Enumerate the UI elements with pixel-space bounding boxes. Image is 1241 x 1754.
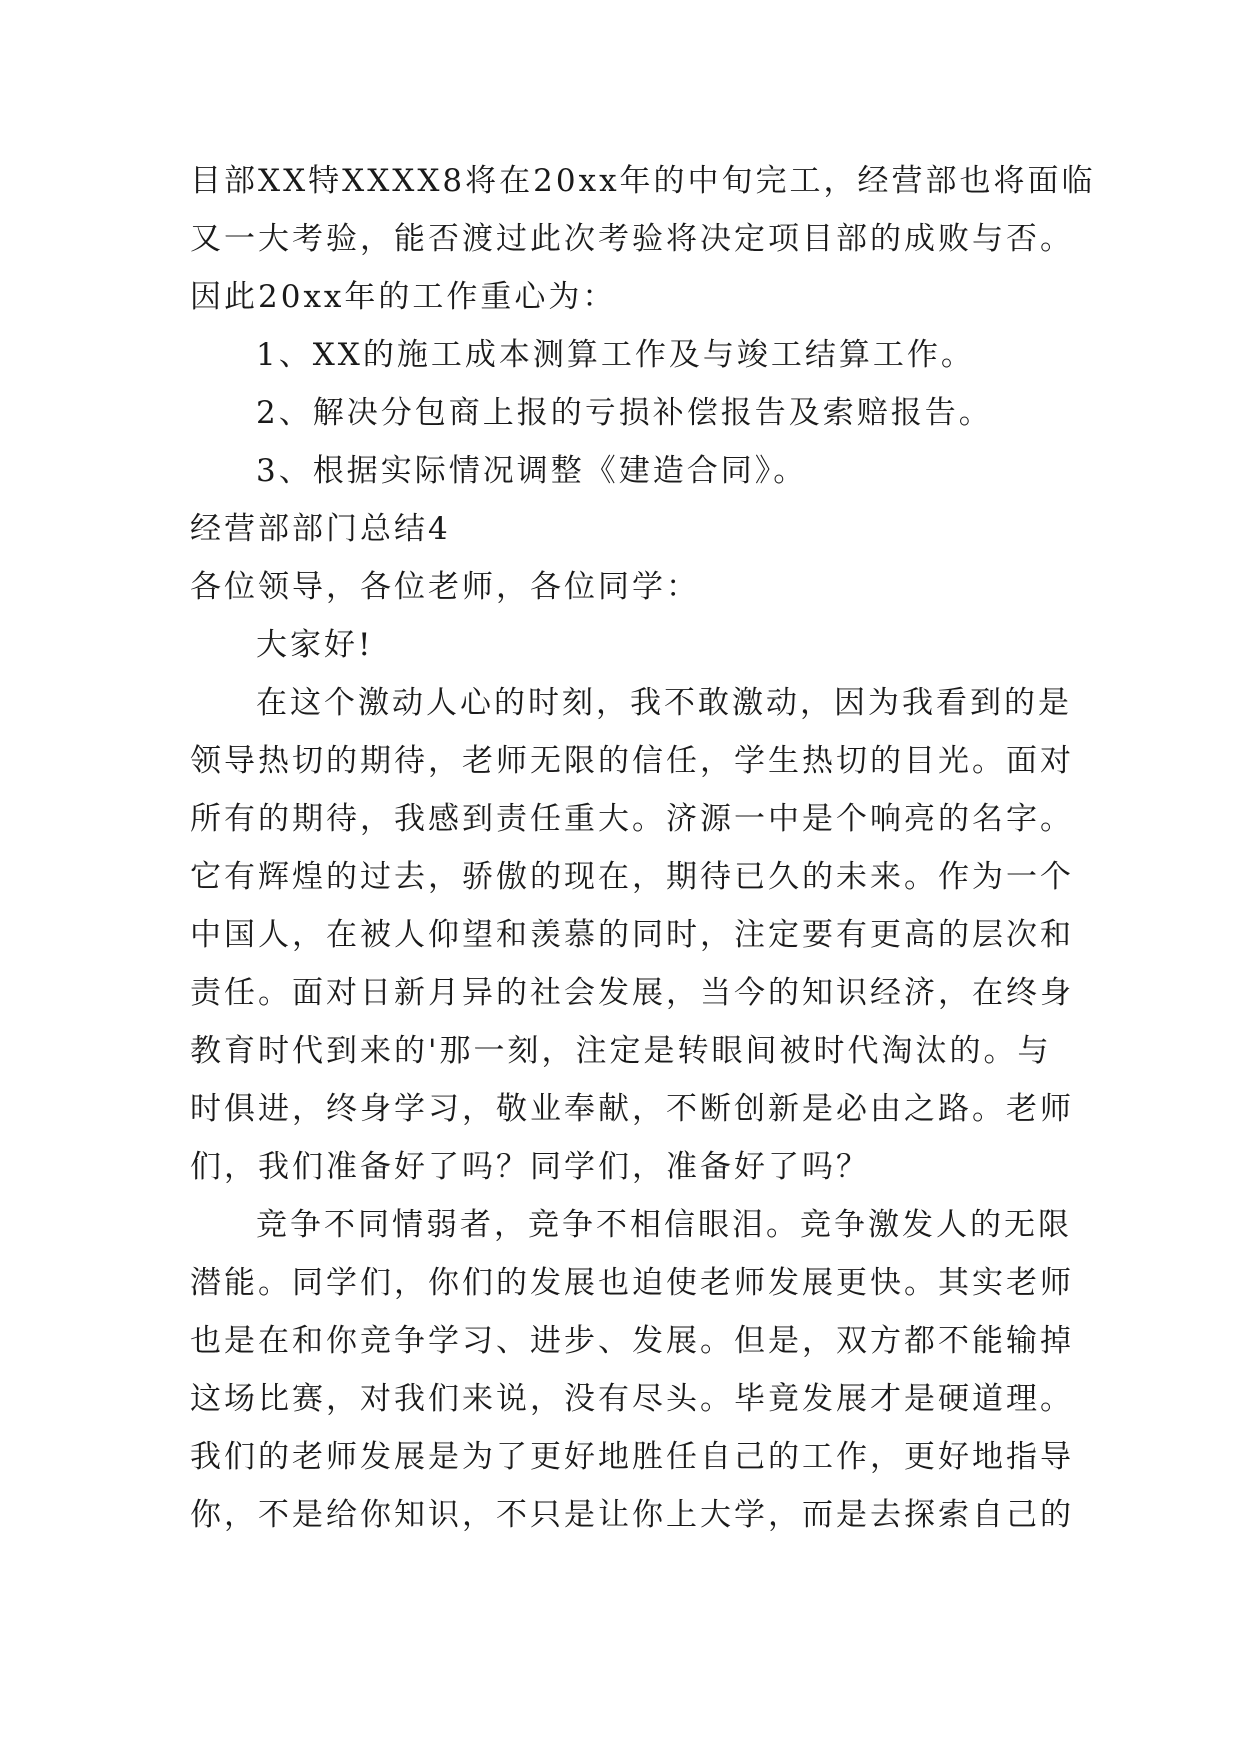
text-line: 时俱进，终身学习，敬业奉献，不断创新是必由之路。老师 (190, 1091, 1074, 1127)
list-item: 1、XX的施工成本测算工作及与竣工结算工作。 (256, 337, 975, 373)
greeting: 大家好! (256, 627, 374, 663)
document-body (190, 152, 1096, 1544)
text-line: 们，我们准备好了吗？同学们，准备好了吗？ (190, 1149, 870, 1185)
text-line: 责任。面对日新月异的社会发展，当今的知识经济，在终身 (190, 975, 1074, 1011)
text-line: 中国人，在被人仰望和羡慕的同时，注定要有更高的层次和 (190, 917, 1074, 953)
text-line: 潜能。同学们，你们的发展也迫使老师发展更快。其实老师 (190, 1265, 1074, 1301)
text-line: 它有辉煌的过去，骄傲的现在，期待已久的未来。作为一个 (190, 859, 1074, 895)
text-line: 也是在和你竞争学习、进步、发展。但是，双方都不能输掉 (190, 1323, 1074, 1359)
text-line: 这场比赛，对我们来说，没有尽头。毕竟发展才是硬道理。 (190, 1381, 1074, 1417)
section-heading: 经营部部门总结4 (190, 511, 451, 547)
text-line: 所有的期待，我感到责任重大。济源一中是个响亮的名字。 (190, 801, 1074, 837)
list-item: 2、解决分包商上报的亏损补偿报告及索赔报告。 (256, 395, 993, 431)
text-line: 竞争不同情弱者，竞争不相信眼泪。竞争激发人的无限 (256, 1207, 1072, 1243)
text-line: 又一大考验，能否渡过此次考验将决定项目部的成败与否。 (190, 221, 1074, 257)
text-line: 你，不是给你知识，不只是让你上大学，而是去探索自己的 (190, 1497, 1074, 1533)
text-line: 我们的老师发展是为了更好地胜任自己的工作，更好地指导 (190, 1439, 1074, 1475)
text-line: 因此20xx年的工作重心为： (190, 279, 617, 315)
text-line: 在这个激动人心的时刻，我不敢激动，因为我看到的是 (256, 685, 1072, 721)
salutation: 各位领导，各位老师，各位同学： (190, 569, 700, 605)
text-line: 领导热切的期待，老师无限的信任，学生热切的目光。面对 (190, 743, 1074, 779)
text-line: 目部XX特XXXX8将在20xx年的中旬完工，经营部也将面临 (190, 163, 1096, 199)
text-line: 教育时代到来的'那一刻，注定是转眼间被时代淘汰的。与 (190, 1033, 1052, 1069)
list-item: 3、根据实际情况调整《建造合同》。 (256, 453, 808, 489)
